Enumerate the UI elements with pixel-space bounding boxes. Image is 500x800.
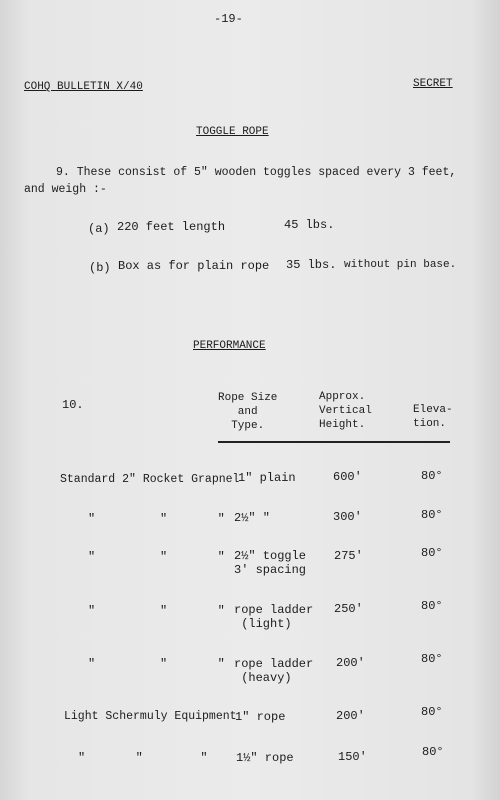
row-1-elevation: 80°: [421, 469, 443, 483]
section-title-performance: PERFORMANCE: [193, 340, 266, 352]
security-classification: SECRET: [413, 78, 453, 90]
item-a-label: (a): [88, 222, 110, 236]
table-header-rule: [218, 441, 450, 443]
item-b-note: without pin base.: [344, 259, 457, 271]
row-6-rope: 1" rope: [235, 710, 286, 724]
item-a-weight: 45 lbs.: [284, 218, 335, 232]
row-5-height: 200': [336, 656, 365, 670]
row-5-elevation: 80°: [421, 652, 443, 666]
row-3-equipment: " " ": [88, 550, 225, 564]
row-4-height: 250': [334, 602, 363, 616]
page-number: -19-: [214, 12, 243, 26]
row-7-rope: 1½" rope: [236, 751, 294, 765]
item-b-description: Box as for plain rope: [118, 259, 270, 273]
column-header-elevation: Eleva- tion.: [413, 404, 453, 430]
row-7-height: 150': [338, 750, 367, 764]
item-b-label: (b): [89, 261, 111, 275]
row-6-elevation: 80°: [421, 705, 443, 719]
row-7-elevation: 80°: [422, 745, 444, 759]
paragraph-10-number: 10.: [62, 398, 84, 412]
paragraph-9-line-2: and weigh :-: [24, 183, 107, 196]
paragraph-9-line-1: 9. These consist of 5" wooden toggles spaced every 3 feet,: [56, 166, 457, 179]
item-a-description: 220 feet length: [117, 220, 226, 234]
row-6-equipment: Light Schermuly Equipment: [64, 710, 237, 723]
row-2-elevation: 80°: [421, 508, 443, 522]
column-header-vertical-height: Approx. Vertical Height.: [319, 391, 372, 431]
row-2-equipment: " " ": [88, 512, 225, 526]
row-1-height: 600': [333, 470, 362, 484]
row-3-rope: 2½" toggle 3' spacing: [234, 549, 307, 577]
row-2-height: 300': [333, 510, 362, 524]
bulletin-reference: COHQ BULLETIN X/40: [24, 81, 143, 93]
section-title-toggle-rope: TOGGLE ROPE: [196, 126, 269, 138]
row-7-equipment: " " ": [78, 751, 208, 765]
row-5-equipment: " " ": [88, 657, 225, 671]
column-header-rope-size: Rope Size and Type.: [218, 392, 278, 432]
row-4-rope: rope ladder (light): [234, 603, 314, 631]
item-b-weight: 35 lbs.: [286, 258, 337, 272]
row-4-equipment: " " ": [88, 604, 225, 618]
row-3-elevation: 80°: [421, 546, 443, 560]
row-4-elevation: 80°: [421, 599, 443, 613]
row-3-height: 275': [334, 549, 363, 563]
row-1-equipment: Standard 2" Rocket Grapnel: [60, 473, 240, 486]
row-6-height: 200': [336, 709, 365, 723]
row-2-rope: 2½" ": [234, 511, 271, 525]
row-1-rope: 1" plain: [238, 471, 296, 485]
row-5-rope: rope ladder (heavy): [234, 657, 314, 685]
